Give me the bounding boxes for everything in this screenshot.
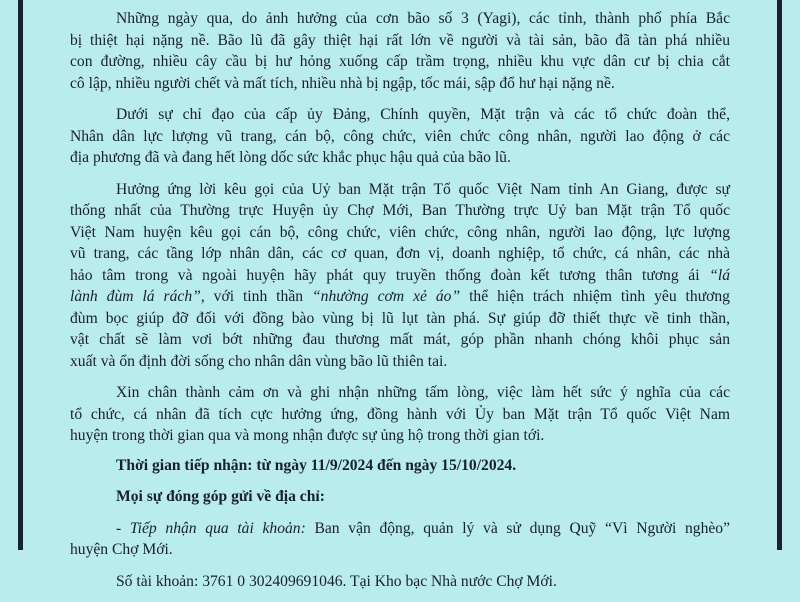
text-line: vật chất sẽ làm vơi bớt những đau thương mất mát, góp phần nhanh chóng khôi phục sản [70, 331, 730, 348]
text-line: Những ngày qua, do ảnh hưởng của cơn bão số 3 (Yagi), các tỉnh, thành phố phía Bắc [116, 10, 730, 27]
text-line: Việt Nam huyện kêu gọi cán bộ, công chức, viên chức, công nhân, người lao động, lực lượng [70, 223, 730, 241]
paragraph-leadership [70, 104, 730, 169]
text-line: đùm bọc giúp đỡ đối với đồng bào vùng bị lũ lụt tàn phá. Sự giúp đỡ thiết thực về tinh thần, [70, 309, 730, 327]
account-label: - Tiếp nhận qua tài khoản: [116, 519, 306, 537]
account-fund-name: Ban vận động, quản lý và sử dụng Quỹ “Vì Người nghèo” [305, 519, 731, 537]
text-line [70, 265, 730, 287]
text-segment: , với tinh thần [200, 288, 312, 305]
text-line: vũ trang, các tầng lớp nhân dân, các cơ quan, đơn vị, doanh nghiệp, tổ chức, cá nhân, các nhà [70, 245, 730, 262]
text-line: xuất và ổn định đời sống cho nhân dân vùng bão lũ thiên tai. [70, 352, 448, 370]
text-line: huyện trong thời gian qua và mong nhận được sự ủng hộ trong thời gian tới. [70, 427, 545, 444]
paragraph-thanks [70, 382, 730, 447]
account-info [70, 518, 730, 561]
reception-time: Thời gian tiếp nhận: từ ngày 11/9/2024 đến ngày 15/10/2024. [116, 456, 517, 474]
quote-text: “nhường cơm xẻ áo” [311, 288, 461, 305]
text-line: Xin chân thành cảm ơn và ghi nhận những tấm lòng, việc làm hết sức ý nghĩa của các [116, 384, 730, 401]
paragraph-appeal [70, 179, 730, 373]
text-line: bị thiệt hại nặng nề. Bão lũ đã gây thiệt hại rất lớn về người và tài sản, bão đã tàn phá nhiều [70, 31, 730, 49]
account-number: Số tài khoản: 3761 0 302409691046. Tại Kho bạc Nhà nước Chợ Mới. [116, 572, 557, 590]
paragraph-storm-impact [70, 8, 730, 94]
address-heading: Mọi sự đóng góp gửi về địa chỉ: [116, 488, 325, 505]
text-segment: hảo tâm trong và ngoài huyện hãy phát quy truyền thống đoàn kết tương thân tương ái [70, 266, 700, 284]
text-line: cô lập, nhiều người chết và mất tích, nhiều nhà bị ngập, tốc mái, sập đổ hư hại nặng nề. [70, 74, 615, 92]
text-line: địa phương đã và đang hết lòng dốc sức khắc phục hậu quả của bão lũ. [70, 149, 511, 166]
text-line: huyện Chợ Mới. [70, 541, 173, 558]
text-line: Hưởng ứng lời kêu gọi của Uỷ ban Mặt trận Tổ quốc Việt Nam tỉnh An Giang, được sự [116, 180, 730, 198]
text-line [70, 518, 730, 540]
text-line: Nhân dân lực lượng vũ trang, cán bộ, công chức, viên chức công nhân, người lao động ở các [70, 127, 730, 145]
quote-text: lành đùm lá rách” [70, 288, 201, 305]
text-line [70, 286, 730, 308]
quote-text: “lá [709, 266, 730, 284]
left-border-line [18, 0, 23, 550]
document-body [70, 8, 730, 602]
text-line: tổ chức, cá nhân đã tích cực hưởng ứng, đồng hành với Ủy ban Mặt trận Tổ quốc Việt Nam [70, 405, 730, 423]
text-segment: thể hiện trách nhiệm tình yêu thương [460, 288, 730, 305]
right-border-line [777, 0, 782, 550]
text-line: Dưới sự chỉ đạo của cấp ủy Đảng, Chính quyền, Mặt trận và các tổ chức đoàn thể, [116, 106, 730, 123]
text-line: thống nhất của Thường trực Huyện ủy Chợ Mới, Ban Thường trực Uỷ ban Mặt trận Tổ quốc [70, 202, 730, 219]
text-line: con đường, nhiều cây cầu bị hư hỏng xuống cấp trầm trọng, nhiều khu vực dân cư bị chia cắt [70, 53, 730, 70]
